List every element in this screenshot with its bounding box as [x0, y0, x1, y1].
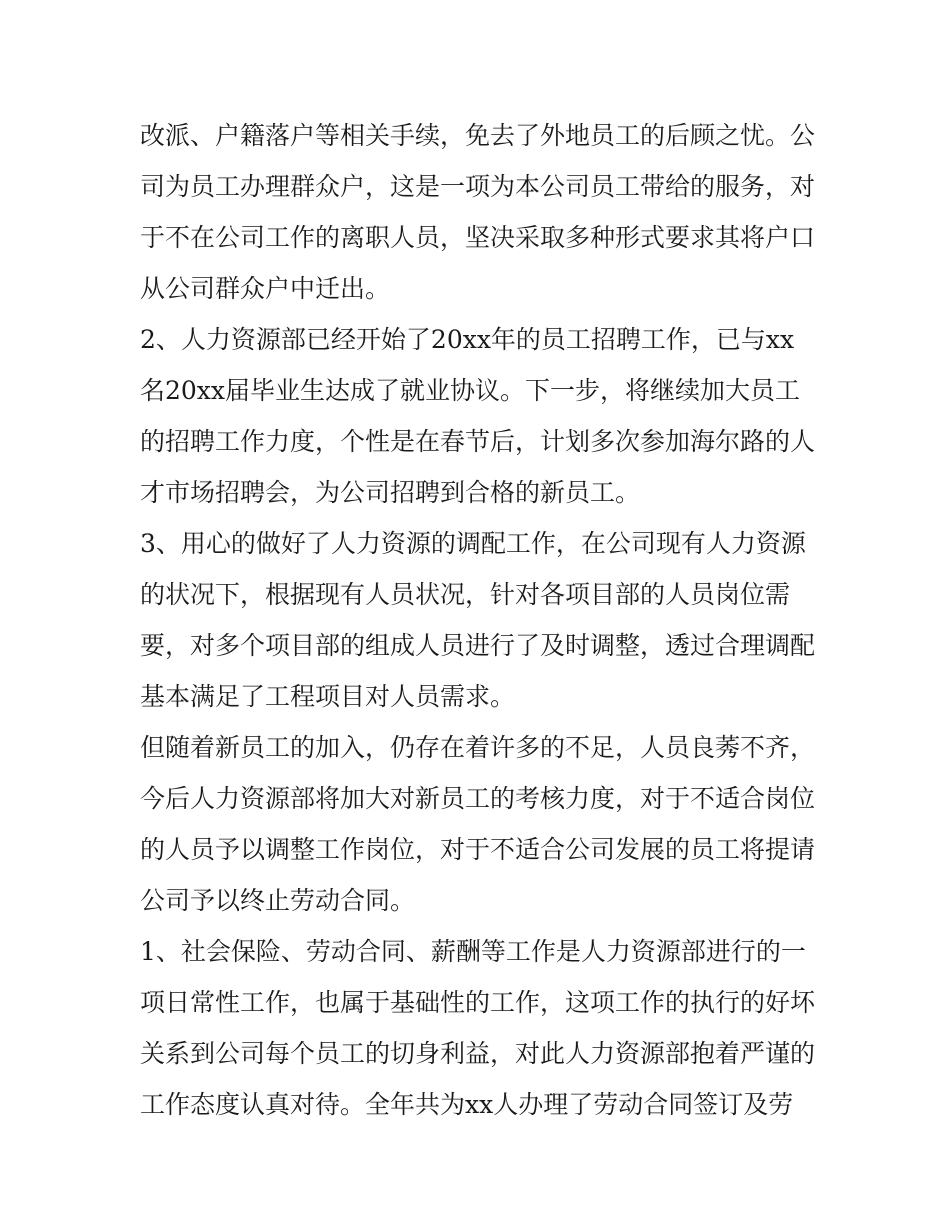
text-line: 要，对多个项目部的组成人员进行了及时调整，透过合理调配	[140, 631, 815, 660]
text-line: 但随着新员工的加入，仍存在着许多的不足，人员良莠不齐，	[140, 733, 815, 762]
text-line: 今后人力资源部将加大对新员工的考核力度，对于不适合岗位	[140, 784, 815, 813]
document-body	[140, 110, 815, 1130]
text-line: 项日常性工作，也属于基础性的工作，这项工作的执行的好坏	[140, 988, 815, 1017]
text-line: 名20xx届毕业生达成了就业协议。下一步，将继续加大员工	[140, 376, 801, 405]
text-line: 2、人力资源部已经开始了20xx年的员工招聘工作，已与xx	[140, 325, 795, 354]
text-line: 3、用心的做好了人力资源的调配工作，在公司现有人力资源	[140, 529, 806, 558]
text-line: 从公司群众户中迁出。	[140, 274, 391, 303]
text-line: 关系到公司每个员工的切身利益，对此人力资源部抱着严谨的	[140, 1039, 815, 1068]
text-line: 改派、户籍落户等相关手续，免去了外地员工的后顾之忧。公	[140, 121, 815, 150]
text-line: 司为员工办理群众户，这是一项为本公司员工带给的服务，对	[140, 172, 815, 201]
text-line: 的招聘工作力度，个性是在春节后，计划多次参加海尔路的人	[140, 427, 815, 456]
text-line: 于不在公司工作的离职人员，坚决采取多种形式要求其将户口	[140, 223, 815, 252]
text-line: 的人员予以调整工作岗位，对于不适合公司发展的员工将提请	[140, 835, 815, 864]
text-line: 的状况下，根据现有人员状况，针对各项目部的人员岗位需	[140, 580, 791, 609]
text-line: 才市场招聘会，为公司招聘到合格的新员工。	[140, 478, 641, 507]
text-line: 1、社会保险、劳动合同、薪酬等工作是人力资源部进行的一	[140, 937, 806, 966]
text-line: 基本满足了工程项目对人员需求。	[140, 682, 516, 711]
text-line: 工作态度认真对待。全年共为xx人办理了劳动合同签订及劳	[140, 1090, 794, 1119]
text-line: 公司予以终止劳动合同。	[140, 886, 416, 915]
